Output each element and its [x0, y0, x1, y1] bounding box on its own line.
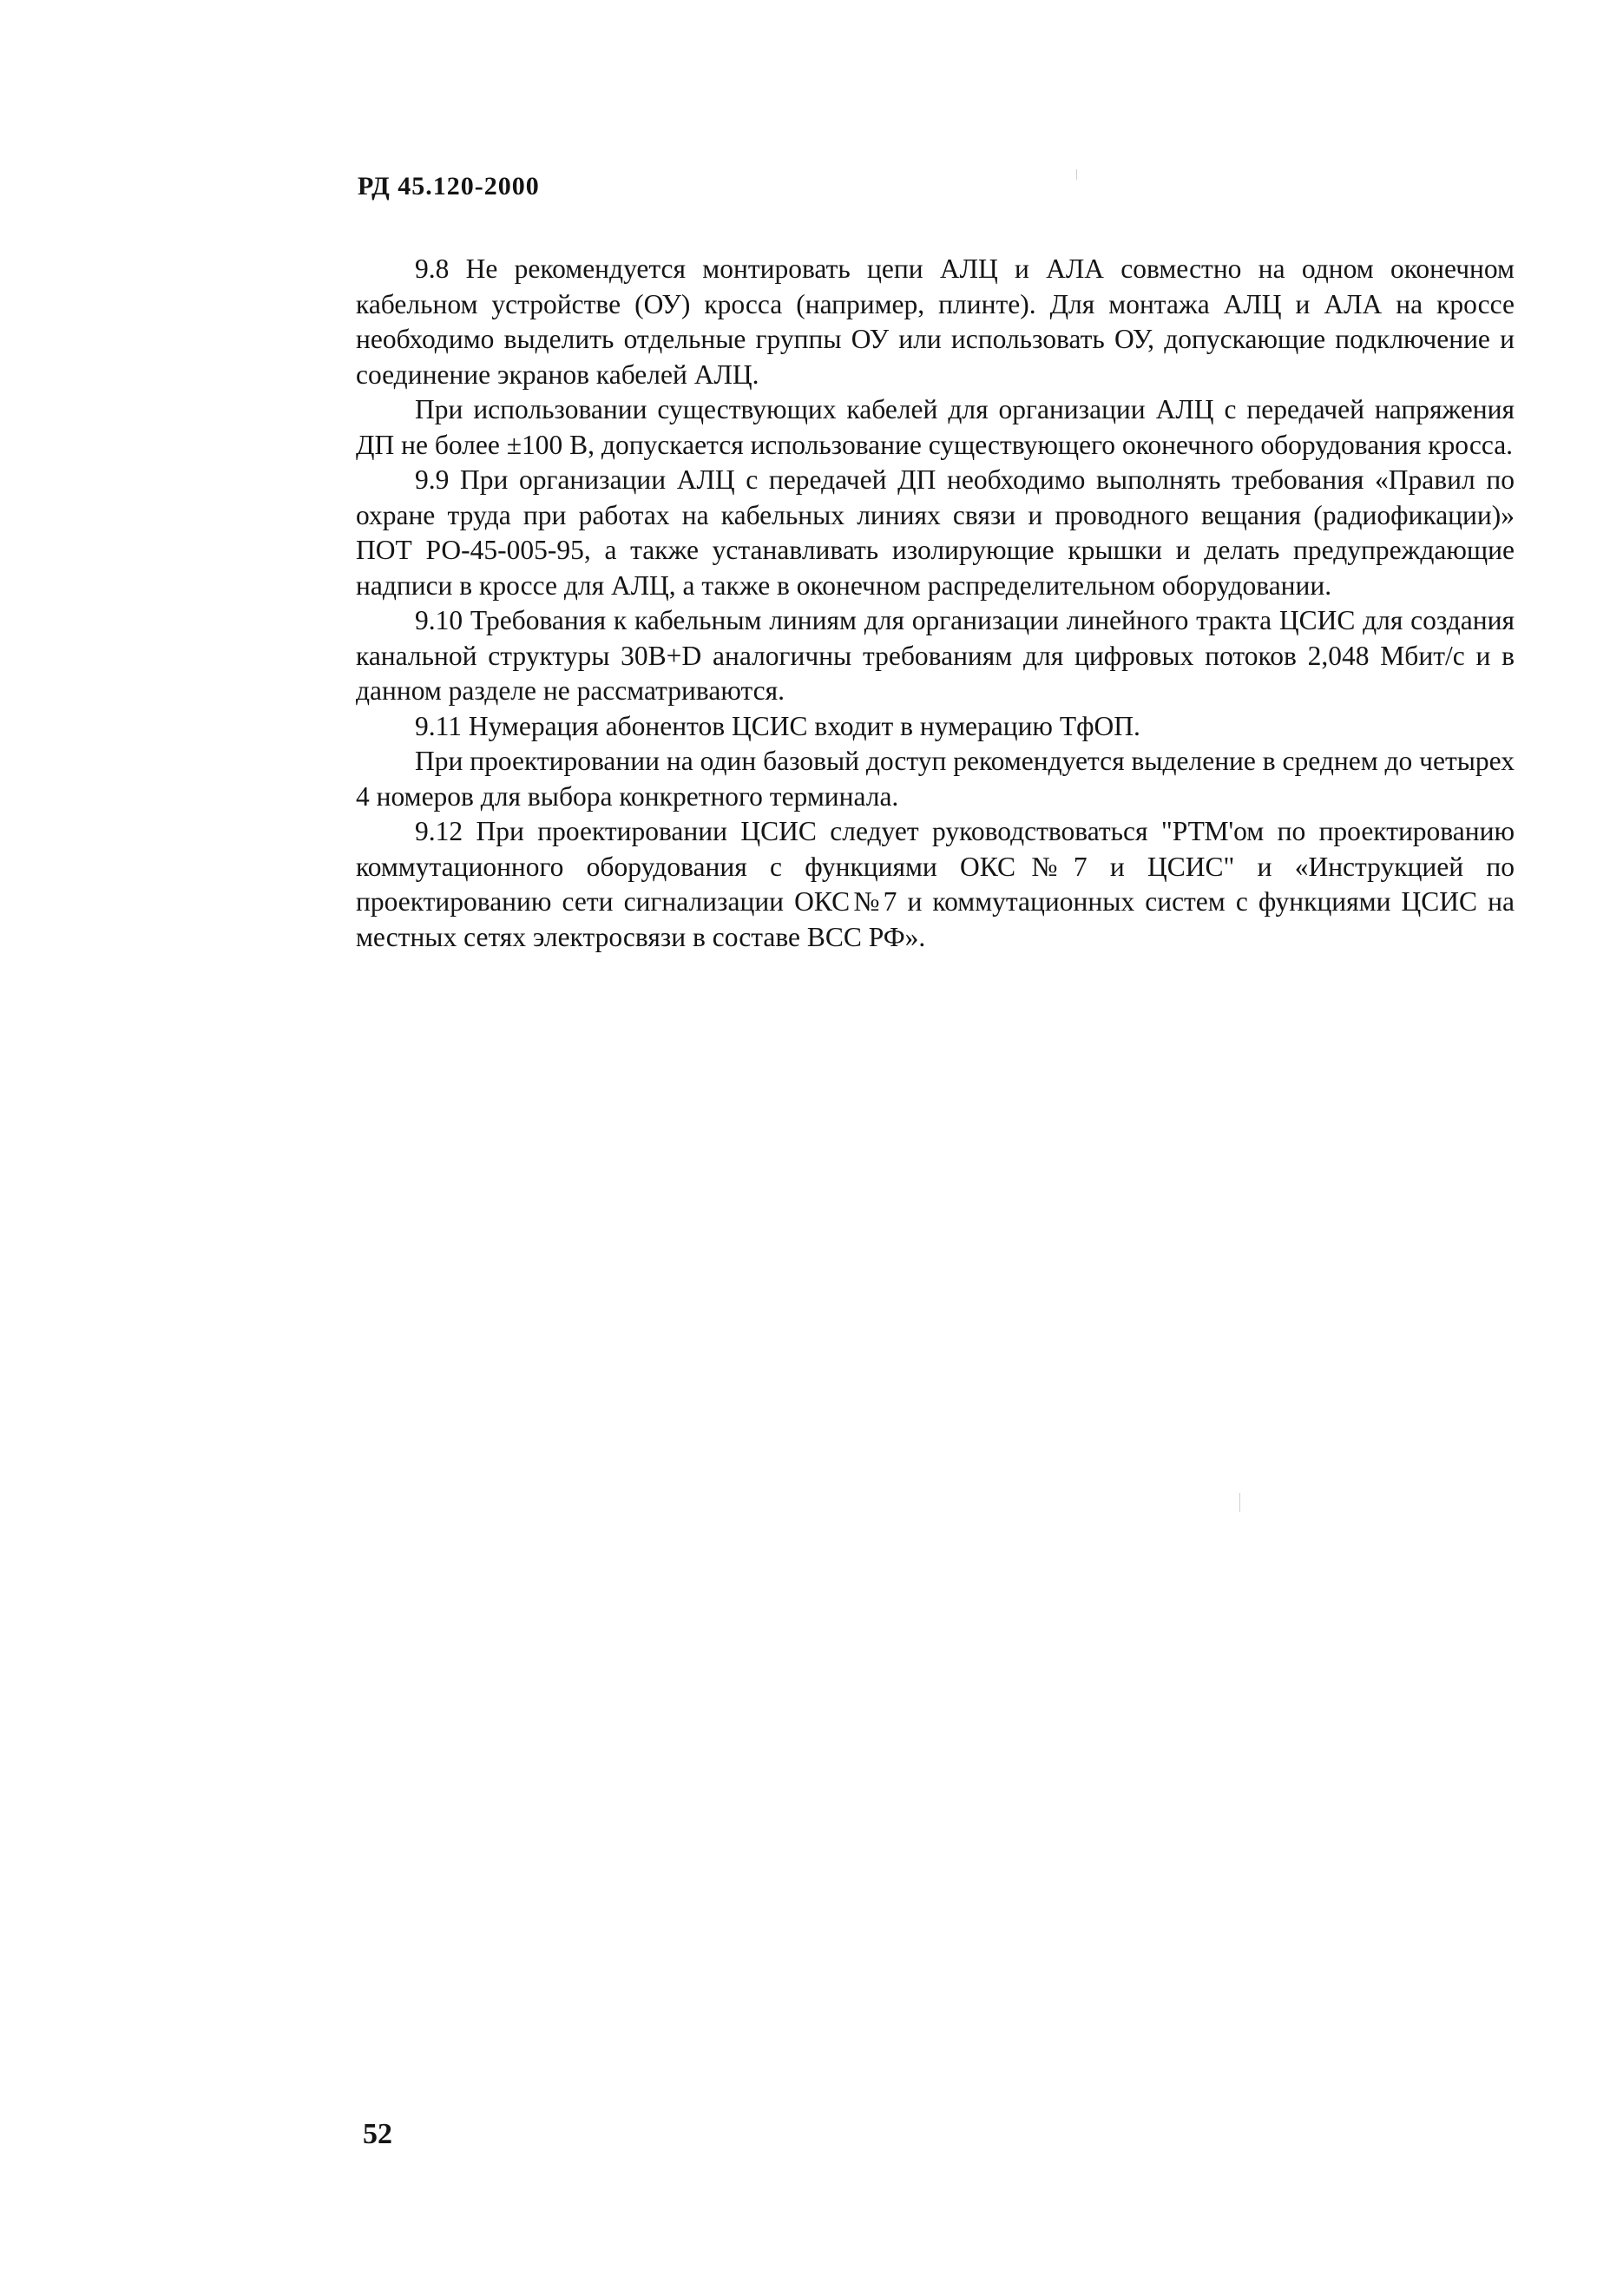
document-body [356, 252, 1515, 955]
paragraph-9-8: 9.8 Не рекомендуется монтировать цепи АЛЦ и АЛА совместно на одном оконечном кабельном устройстве (ОУ) кросса (например, плинте). Для монтажа АЛЦ и АЛА на кроссе необходимо выделить отдельные группы ОУ или использовать ОУ, допускающие подключение и соединение экранов кабелей АЛЦ. [356, 253, 1515, 390]
scan-speck [1239, 1493, 1240, 1512]
paragraph-basic-access: При проектировании на один базовый доступ рекомендуется выделение в среднем до четырех 4 номеров для выбора конкретного терминала. [356, 746, 1515, 812]
document-header: РД 45.120-2000 [358, 172, 540, 201]
paragraph-9-11: 9.11 Нумерация абонентов ЦСИС входит в нумерацию ТфОП. [415, 710, 1140, 741]
page-number: 52 [363, 2118, 392, 2150]
scan-speck [1076, 169, 1077, 180]
paragraph-existing-cables: При использовании существующих кабелей для организации АЛЦ с передачей напряжения ДП не более ±100 В, допускается использование существующего оконечного оборудования кросса. [356, 394, 1515, 460]
paragraph-9-9: 9.9 При организации АЛЦ с передачей ДП необходимо выполнять требования «Правил по охране труда при работах на кабельных линиях связи и проводного вещания (радиофикации)» ПОТ РО-45-005-95, а также устанавливать изолирующие крышки и делать предупреждающие надписи в кроссе для АЛЦ, а также в оконечном распределительном оборудовании. [356, 464, 1515, 601]
paragraph-9-10: 9.10 Требования к кабельным линиям для организации линейного тракта ЦСИС для создания канальной структуры 30В+D аналогичны требованиям для цифровых потоков 2,048 Мбит/с и в данном разделе не рассматриваются. [356, 605, 1515, 706]
paragraph-9-12: 9.12 При проектировании ЦСИС следует руководствоваться "РТМ'ом по проектированию коммутационного оборудования с функциями ОКС№7 и ЦСИС" и «Инструкцией по проектированию сети сигнализации ОКС№7 и коммутационных систем с функциями ЦСИС на местных сетях электросвязи в составе ВСС РФ». [356, 816, 1515, 952]
